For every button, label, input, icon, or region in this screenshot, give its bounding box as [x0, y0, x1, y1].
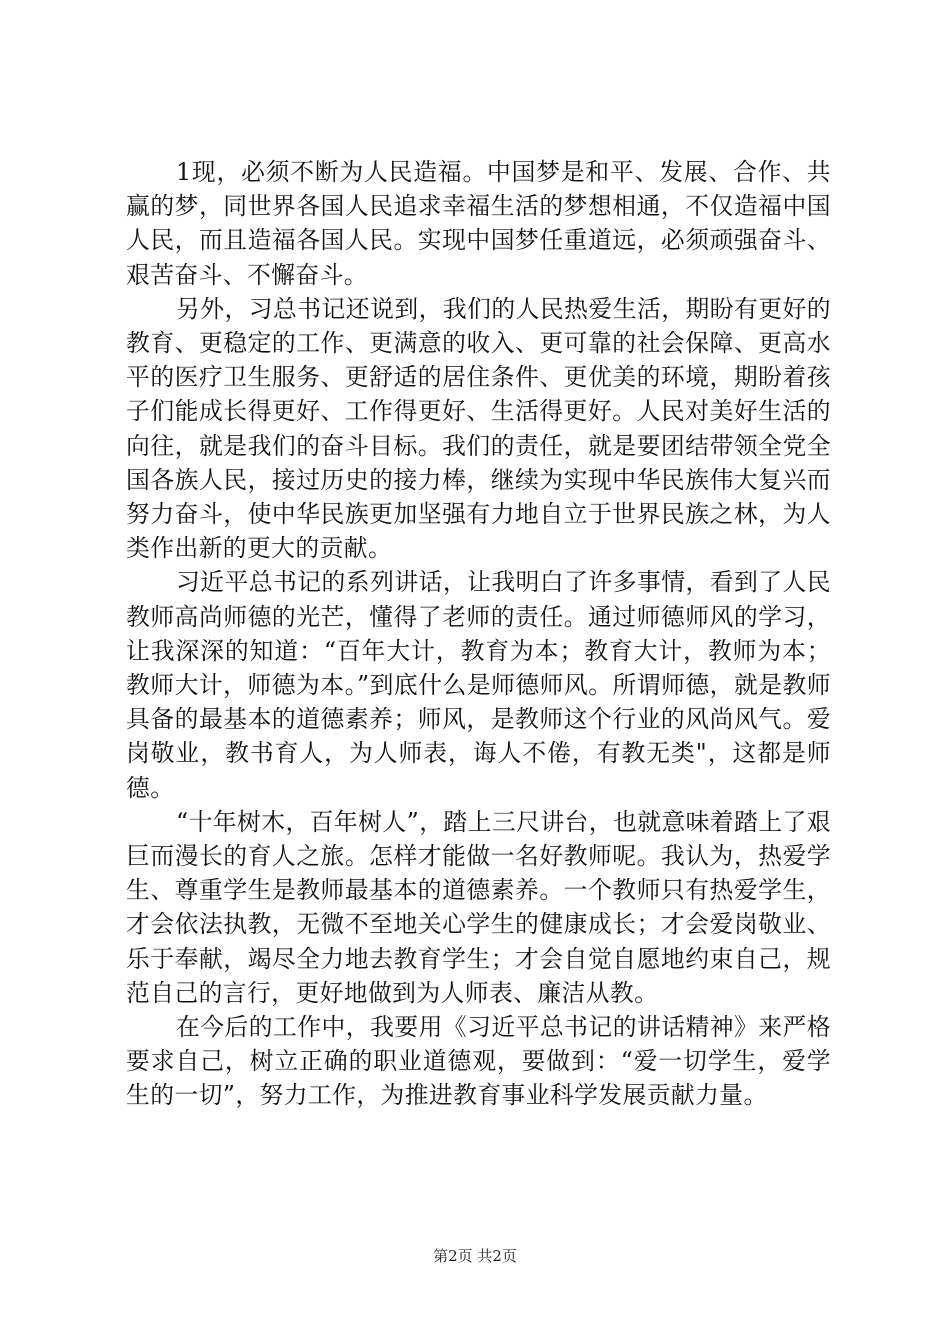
document-body	[126, 155, 831, 1113]
page-number-footer: 第2页 共2页	[433, 1247, 517, 1265]
paragraph: 在今后的工作中，我要用《习近平总书记的讲话精神》来严格要求自己，树立正确的职业道德观，要做到：“爱一切学生，爱学生的一切”，努力工作，为推进教育事业科学发展贡献力量。	[126, 1013, 831, 1110]
paragraph: 另外，习总书记还说到，我们的人民热爱生活，期盼有更好的教育、更稳定的工作、更满意的收入、更可靠的社会保障、更高水平的医疗卫生服务、更舒适的居住条件、更优美的环境，期盼着孩子们能成长得更好、工作得更好、生活得更好。人民对美好生活的向往，就是我们的奋斗目标。我们的责任，就是要团结带领全党全国各族人民，接过历史的接力棒，继续为实现中华民族伟大复兴而努力奋斗，使中华民族更加坚强有力地自立于世界民族之林，为人类作出新的更大的贡献。	[126, 294, 831, 563]
paragraph: “十年树木，百年树人”，踏上三尺讲台，也就意味着踏上了艰巨而漫长的育人之旅。怎样才能做一名好教师呢。我认为，热爱学生、尊重学生是教师最基本的道德素养。一个教师只有热爱学生，才会依法执教，无微不至地关心学生的健康成长；才会爱岗敬业、乐于奉献，竭尽全力地去教育学生；才会自觉自愿地约束自己，规范自己的言行，更好地做到为人师表、廉洁从教。	[126, 807, 831, 1007]
paragraph: 习近平总书记的系列讲话，让我明白了许多事情，看到了人民教师高尚师德的光芒，懂得了老师的责任。通过师德师风的学习，让我深深的知道：“百年大计，教育为本；教育大计，教师为本；教师大计，师德为本。”到底什么是师德师风。所谓师德，就是教师具备的最基本的道德素养；师风，是教师这个行业的风尚风气。爱岗敬业，教书育人，为人师表，诲人不倦，有教无类"，这都是师德。	[126, 568, 831, 802]
paragraph: 1现，必须不断为人民造福。中国梦是和平、发展、合作、共赢的梦，同世界各国人民追求幸福生活的梦想相通，不仅造福中国人民，而且造福各国人民。实现中国梦任重道远，必须顽强奋斗、艰苦奋斗、不懈奋斗。	[126, 158, 831, 289]
